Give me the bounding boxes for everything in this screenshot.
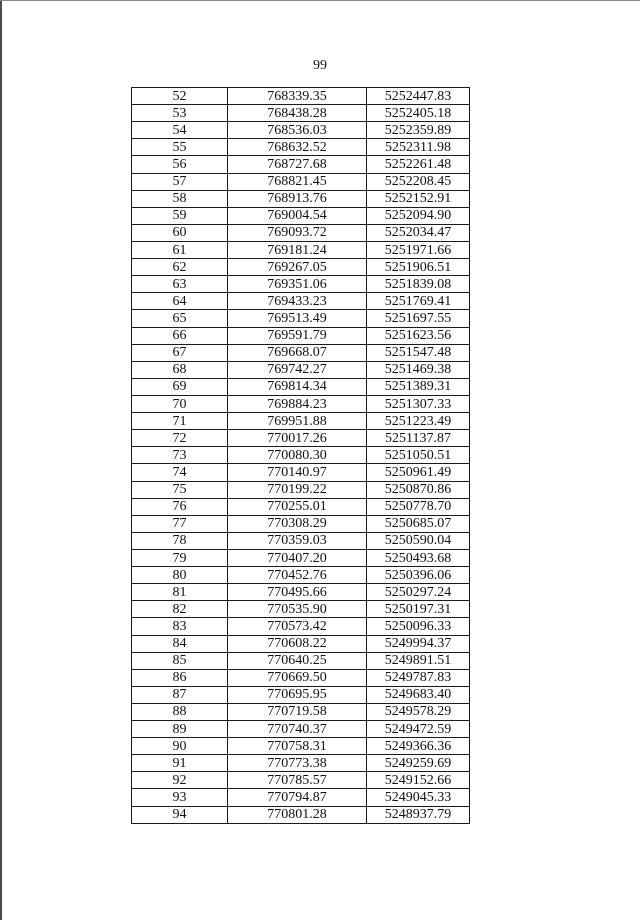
- y-coordinate-cell: 5249683.40: [367, 686, 470, 703]
- y-coordinate-cell: 5249787.83: [367, 669, 470, 686]
- table-row: [132, 464, 470, 481]
- x-coordinate-cell: 770785.57: [228, 772, 367, 789]
- table-row: [132, 618, 470, 635]
- x-coordinate-cell: 769668.07: [228, 344, 367, 361]
- y-coordinate-cell: 5249152.66: [367, 772, 470, 789]
- point-number-cell: 71: [132, 413, 228, 430]
- point-number-cell: 67: [132, 344, 228, 361]
- x-coordinate-cell: 770199.22: [228, 481, 367, 498]
- point-number-cell: 75: [132, 481, 228, 498]
- point-number-cell: 61: [132, 241, 228, 258]
- x-coordinate-cell: 768632.52: [228, 139, 367, 156]
- y-coordinate-cell: 5250961.49: [367, 464, 470, 481]
- table-row: [132, 122, 470, 139]
- x-coordinate-cell: 770794.87: [228, 789, 367, 806]
- y-coordinate-cell: 5252094.90: [367, 207, 470, 224]
- x-coordinate-cell: 770758.31: [228, 738, 367, 755]
- point-number-cell: 63: [132, 276, 228, 293]
- y-coordinate-cell: 5250870.86: [367, 481, 470, 498]
- point-number-cell: 93: [132, 789, 228, 806]
- point-number-cell: 64: [132, 293, 228, 310]
- x-coordinate-cell: 770773.38: [228, 755, 367, 772]
- x-coordinate-cell: 770452.76: [228, 567, 367, 584]
- table-row: [132, 378, 470, 395]
- x-coordinate-cell: 770140.97: [228, 464, 367, 481]
- x-coordinate-cell: 770308.29: [228, 515, 367, 532]
- table-row: [132, 190, 470, 207]
- table-row: [132, 361, 470, 378]
- y-coordinate-cell: 5251971.66: [367, 241, 470, 258]
- y-coordinate-cell: 5251389.31: [367, 378, 470, 395]
- y-coordinate-cell: 5251307.33: [367, 395, 470, 412]
- y-coordinate-cell: 5252208.45: [367, 173, 470, 190]
- y-coordinate-cell: 5252447.83: [367, 88, 470, 105]
- table-row: [132, 481, 470, 498]
- y-coordinate-cell: 5251137.87: [367, 430, 470, 447]
- point-number-cell: 84: [132, 635, 228, 652]
- x-coordinate-cell: 769093.72: [228, 224, 367, 241]
- point-number-cell: 55: [132, 139, 228, 156]
- x-coordinate-cell: 770640.25: [228, 652, 367, 669]
- point-number-cell: 62: [132, 259, 228, 276]
- y-coordinate-cell: 5249366.36: [367, 738, 470, 755]
- x-coordinate-cell: 770740.37: [228, 721, 367, 738]
- x-coordinate-cell: 770608.22: [228, 635, 367, 652]
- table-row: [132, 430, 470, 447]
- point-number-cell: 86: [132, 669, 228, 686]
- x-coordinate-cell: 770573.42: [228, 618, 367, 635]
- y-coordinate-cell: 5250590.04: [367, 532, 470, 549]
- point-number-cell: 80: [132, 567, 228, 584]
- y-coordinate-cell: 5251769.41: [367, 293, 470, 310]
- table-row: [132, 276, 470, 293]
- y-coordinate-cell: 5252311.98: [367, 139, 470, 156]
- table-row: [132, 601, 470, 618]
- y-coordinate-cell: 5249045.33: [367, 789, 470, 806]
- point-number-cell: 88: [132, 703, 228, 720]
- point-number-cell: 76: [132, 498, 228, 515]
- x-coordinate-cell: 769742.27: [228, 361, 367, 378]
- point-number-cell: 60: [132, 224, 228, 241]
- x-coordinate-cell: 769267.05: [228, 259, 367, 276]
- x-coordinate-cell: 770080.30: [228, 447, 367, 464]
- table-row: [132, 738, 470, 755]
- y-coordinate-cell: 5250396.06: [367, 567, 470, 584]
- x-coordinate-cell: 770255.01: [228, 498, 367, 515]
- table-row: [132, 293, 470, 310]
- table-row: [132, 259, 470, 276]
- table-row: [132, 241, 470, 258]
- point-number-cell: 53: [132, 105, 228, 122]
- y-coordinate-cell: 5250197.31: [367, 601, 470, 618]
- table-row: [132, 584, 470, 601]
- table-row: [132, 669, 470, 686]
- table-row: [132, 139, 470, 156]
- point-number-cell: 87: [132, 686, 228, 703]
- x-coordinate-cell: 769181.24: [228, 241, 367, 258]
- point-number-cell: 66: [132, 327, 228, 344]
- y-coordinate-cell: 5251839.08: [367, 276, 470, 293]
- x-coordinate-cell: 770359.03: [228, 532, 367, 549]
- table-row: [132, 173, 470, 190]
- scan-edge-left: [0, 0, 2, 920]
- point-number-cell: 59: [132, 207, 228, 224]
- x-coordinate-cell: 770407.20: [228, 549, 367, 566]
- table-row: [132, 447, 470, 464]
- point-number-cell: 73: [132, 447, 228, 464]
- x-coordinate-cell: 770495.66: [228, 584, 367, 601]
- y-coordinate-cell: 5252152.91: [367, 190, 470, 207]
- x-coordinate-cell: 770695.95: [228, 686, 367, 703]
- table-row: [132, 789, 470, 806]
- x-coordinate-cell: 769513.49: [228, 310, 367, 327]
- point-number-cell: 83: [132, 618, 228, 635]
- point-number-cell: 57: [132, 173, 228, 190]
- point-number-cell: 89: [132, 721, 228, 738]
- point-number-cell: 58: [132, 190, 228, 207]
- point-number-cell: 82: [132, 601, 228, 618]
- table-row: [132, 549, 470, 566]
- y-coordinate-cell: 5251906.51: [367, 259, 470, 276]
- x-coordinate-cell: 768913.76: [228, 190, 367, 207]
- point-number-cell: 94: [132, 806, 228, 823]
- table-row: [132, 635, 470, 652]
- point-number-cell: 68: [132, 361, 228, 378]
- page-number: 99: [313, 58, 327, 73]
- y-coordinate-cell: 5252359.89: [367, 122, 470, 139]
- table-row: [132, 395, 470, 412]
- table-row: [132, 413, 470, 430]
- y-coordinate-cell: 5251697.55: [367, 310, 470, 327]
- y-coordinate-cell: 5250297.24: [367, 584, 470, 601]
- y-coordinate-cell: 5251223.49: [367, 413, 470, 430]
- point-number-cell: 65: [132, 310, 228, 327]
- table-row: [132, 703, 470, 720]
- y-coordinate-cell: 5249891.51: [367, 652, 470, 669]
- x-coordinate-cell: 770535.90: [228, 601, 367, 618]
- point-number-cell: 74: [132, 464, 228, 481]
- point-number-cell: 90: [132, 738, 228, 755]
- point-number-cell: 52: [132, 88, 228, 105]
- point-number-cell: 92: [132, 772, 228, 789]
- y-coordinate-cell: 5251547.48: [367, 344, 470, 361]
- point-number-cell: 91: [132, 755, 228, 772]
- y-coordinate-cell: 5249259.69: [367, 755, 470, 772]
- x-coordinate-cell: 768727.68: [228, 156, 367, 173]
- table-row: [132, 532, 470, 549]
- table-row: [132, 88, 470, 105]
- coordinates-table-body: [132, 88, 470, 824]
- table-row: [132, 515, 470, 532]
- point-number-cell: 70: [132, 395, 228, 412]
- table-row: [132, 755, 470, 772]
- point-number-cell: 78: [132, 532, 228, 549]
- point-number-cell: 79: [132, 549, 228, 566]
- x-coordinate-cell: 769951.88: [228, 413, 367, 430]
- table-row: [132, 344, 470, 361]
- y-coordinate-cell: 5251469.38: [367, 361, 470, 378]
- table-row: [132, 224, 470, 241]
- y-coordinate-cell: 5248937.79: [367, 806, 470, 823]
- table-row: [132, 567, 470, 584]
- point-number-cell: 81: [132, 584, 228, 601]
- y-coordinate-cell: 5249578.29: [367, 703, 470, 720]
- point-number-cell: 77: [132, 515, 228, 532]
- point-number-cell: 72: [132, 430, 228, 447]
- y-coordinate-cell: 5249472.59: [367, 721, 470, 738]
- x-coordinate-cell: 769884.23: [228, 395, 367, 412]
- y-coordinate-cell: 5252261.48: [367, 156, 470, 173]
- x-coordinate-cell: 770017.26: [228, 430, 367, 447]
- x-coordinate-cell: 768536.03: [228, 122, 367, 139]
- x-coordinate-cell: 769351.06: [228, 276, 367, 293]
- x-coordinate-cell: 770801.28: [228, 806, 367, 823]
- x-coordinate-cell: 769433.23: [228, 293, 367, 310]
- x-coordinate-cell: 769591.79: [228, 327, 367, 344]
- x-coordinate-cell: 770669.50: [228, 669, 367, 686]
- y-coordinate-cell: 5249994.37: [367, 635, 470, 652]
- x-coordinate-cell: 768821.45: [228, 173, 367, 190]
- y-coordinate-cell: 5250493.68: [367, 549, 470, 566]
- table-row: [132, 806, 470, 823]
- y-coordinate-cell: 5250096.33: [367, 618, 470, 635]
- y-coordinate-cell: 5252034.47: [367, 224, 470, 241]
- table-row: [132, 207, 470, 224]
- coordinates-table: [131, 87, 470, 824]
- table-row: [132, 105, 470, 122]
- y-coordinate-cell: 5252405.18: [367, 105, 470, 122]
- scan-edge-top: [0, 0, 640, 1]
- x-coordinate-cell: 768438.28: [228, 105, 367, 122]
- table-row: [132, 721, 470, 738]
- x-coordinate-cell: 769004.54: [228, 207, 367, 224]
- table-row: [132, 686, 470, 703]
- y-coordinate-cell: 5250778.70: [367, 498, 470, 515]
- point-number-cell: 56: [132, 156, 228, 173]
- y-coordinate-cell: 5250685.07: [367, 515, 470, 532]
- table-row: [132, 772, 470, 789]
- table-row: [132, 327, 470, 344]
- table-row: [132, 310, 470, 327]
- y-coordinate-cell: 5251623.56: [367, 327, 470, 344]
- x-coordinate-cell: 769814.34: [228, 378, 367, 395]
- x-coordinate-cell: 770719.58: [228, 703, 367, 720]
- x-coordinate-cell: 768339.35: [228, 88, 367, 105]
- point-number-cell: 85: [132, 652, 228, 669]
- point-number-cell: 54: [132, 122, 228, 139]
- y-coordinate-cell: 5251050.51: [367, 447, 470, 464]
- table-row: [132, 498, 470, 515]
- point-number-cell: 69: [132, 378, 228, 395]
- table-row: [132, 156, 470, 173]
- table-row: [132, 652, 470, 669]
